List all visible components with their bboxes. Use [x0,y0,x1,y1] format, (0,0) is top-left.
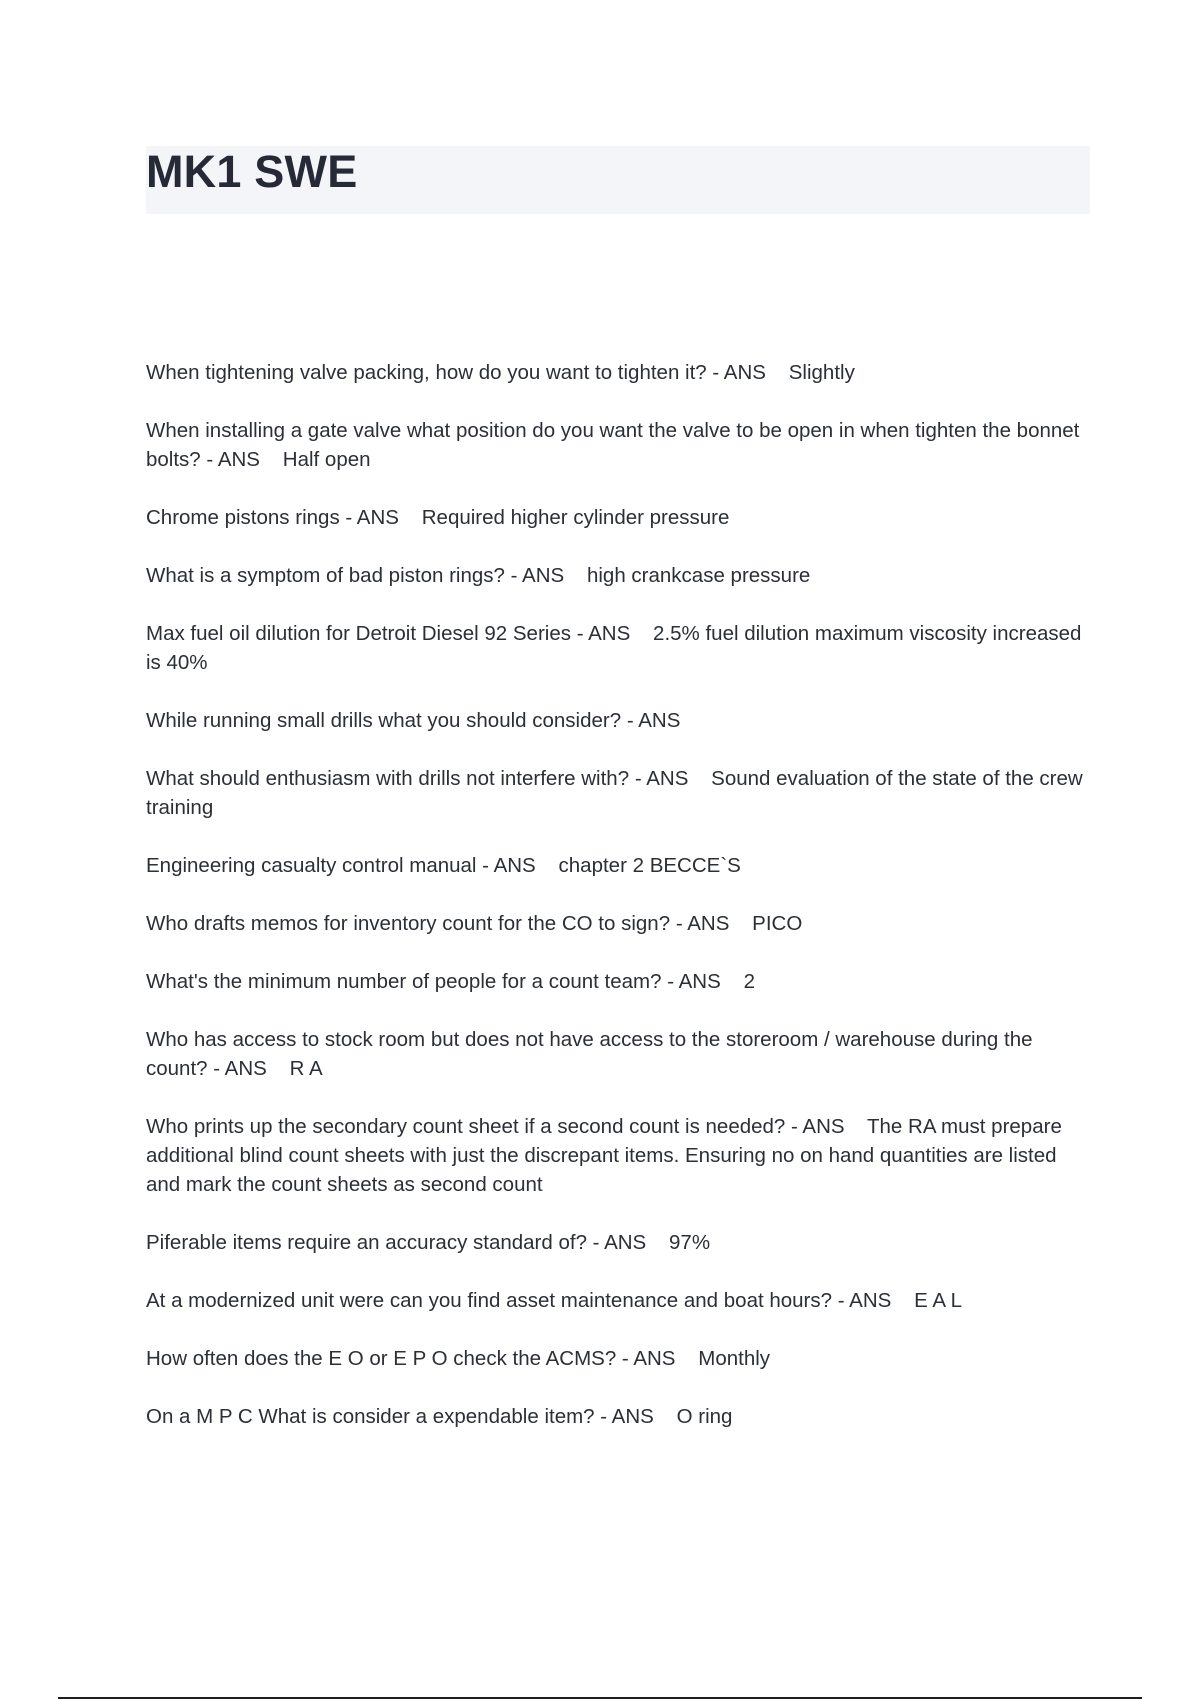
question-text: Engineering casualty control manual [146,854,477,877]
qa-item [146,358,1090,387]
question-text: When tightening valve packing, how do you want to tighten it? [146,361,707,384]
answer-text: chapter 2 BECCE`S [558,854,741,877]
answer-text: Sound evaluation of the state of the crew training [146,767,1083,819]
answer-tag: ANS [356,506,399,529]
question-text: When installing a gate valve what position do you want the valve to be open in when tighten the bonnet bolts? [146,419,1080,471]
separator: - [571,622,589,645]
qa-item [146,1228,1090,1257]
answer-tag: ANS [493,854,536,877]
separator: - [621,709,639,732]
footer-divider [58,1697,1142,1699]
qa-item [146,1286,1090,1315]
question-text: On a M P C What is consider a expendable item? [146,1405,595,1428]
question-text: Who has access to stock room but does not have access to the storeroom / warehouse during the count? [146,1028,1033,1080]
question-text: Who prints up the secondary count sheet if a second count is needed? [146,1115,786,1138]
qa-list [146,358,1090,1460]
answer-tag: ANS [522,564,565,587]
qa-item [146,851,1090,880]
separator: - [476,854,494,877]
answer-tag: ANS [723,361,766,384]
question-text: How often does the E O or E P O check the ACMS? [146,1347,617,1370]
answer-text: R A [289,1057,323,1080]
answer-text: 97% [669,1231,711,1254]
question-text: What should enthusiasm with drills not interfere with? [146,767,630,790]
answer-text: Required higher cylinder pressure [421,506,730,529]
page-title: MK1 SWE [146,146,358,197]
question-text: What is a symptom of bad piston rings? [146,564,505,587]
qa-item [146,764,1090,822]
separator: - [339,506,357,529]
separator: - [207,1057,225,1080]
qa-item [146,1402,1090,1431]
question-text: Who drafts memos for inventory count for the CO to sign? [146,912,671,935]
answer-tag: ANS [802,1115,845,1138]
qa-item [146,967,1090,996]
answer-text: O ring [676,1405,733,1428]
answer-text: Monthly [698,1347,771,1370]
separator: - [586,1231,605,1254]
question-text: At a modernized unit were can you find asset maintenance and boat hours? [146,1289,833,1312]
answer-text: Slightly [788,361,855,384]
answer-text: E A L [914,1289,962,1312]
question-text: Max fuel oil dilution for Detroit Diesel 92 Series [146,622,571,645]
question-text: While running small drills what you should consider? [146,709,622,732]
answer-text: 2.5% fuel dilution maximum viscosity increased is 40% [146,622,1082,674]
question-text: Chrome pistons rings [146,506,340,529]
separator: - [200,448,218,471]
answer-tag: ANS [604,1231,647,1254]
qa-item [146,1025,1090,1083]
answer-tag: ANS [217,448,260,471]
qa-item [146,561,1090,590]
question-text: What's the minimum number of people for a count team? [146,970,662,993]
answer-tag: ANS [638,709,681,732]
separator: - [706,361,724,384]
separator: - [594,1405,612,1428]
separator: - [629,767,647,790]
answer-text: Half open [282,448,371,471]
answer-tag: ANS [224,1057,267,1080]
qa-item [146,503,1090,532]
separator: - [832,1289,850,1312]
answer-tag: ANS [646,767,689,790]
answer-tag: ANS [849,1289,892,1312]
qa-item [146,909,1090,938]
qa-item [146,1344,1090,1373]
separator: - [504,564,523,587]
answer-tag: ANS [611,1405,654,1428]
separator: - [785,1115,803,1138]
separator: - [670,912,688,935]
qa-item [146,619,1090,677]
answer-text: PICO [752,912,803,935]
qa-item [146,416,1090,474]
answer-text: The RA must prepare additional blind count sheets with just the discrepant items. Ensuring no on hand quantities are listed and mark the count sheets as second count [146,1115,1062,1196]
answer-tag: ANS [678,970,721,993]
answer-tag: ANS [588,622,631,645]
qa-item [146,1112,1090,1199]
answer-text: high crankcase pressure [586,564,811,587]
separator: - [616,1347,634,1370]
separator: - [661,970,679,993]
answer-text: 2 [743,970,755,993]
qa-item [146,706,1090,735]
answer-tag: ANS [633,1347,676,1370]
question-text: Piferable items require an accuracy standard of? [146,1231,587,1254]
answer-tag: ANS [687,912,730,935]
